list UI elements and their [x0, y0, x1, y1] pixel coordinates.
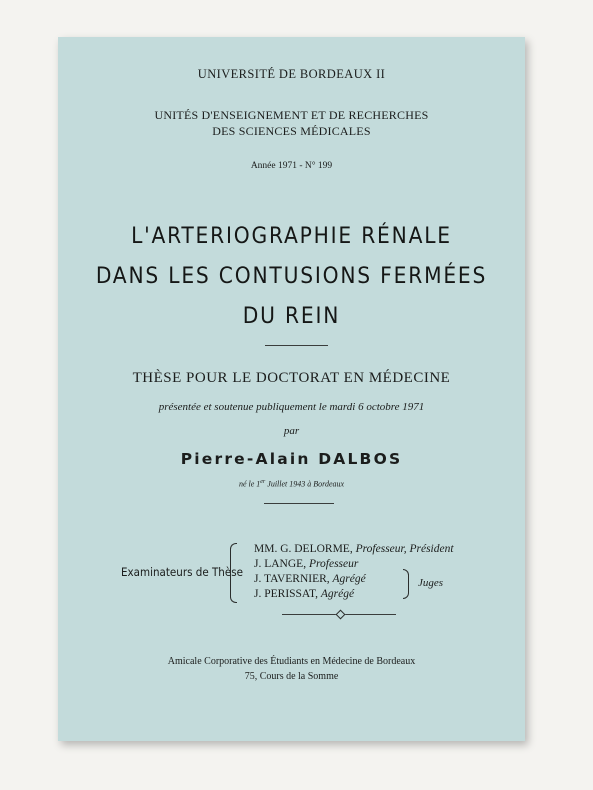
publisher-association: Amicale Corporative des Étudiants en Médecine de Bordeaux — [167, 656, 416, 667]
title-line-3: DU REIN — [242, 303, 341, 329]
title-line-2: DANS LES CONTUSIONS FERMÉES — [95, 263, 488, 289]
examiner-name: J. TAVERNIER, — [254, 573, 333, 585]
judges-label: Juges — [418, 577, 444, 589]
examiner-row — [254, 588, 354, 600]
divider-rule — [265, 345, 328, 346]
year-number: Année 1971 - N° 199 — [250, 161, 333, 171]
examiner-row — [254, 558, 358, 570]
examiner-role: Agrégé — [332, 573, 366, 585]
examiner-name: J. PERISSAT, — [254, 588, 321, 600]
birth-prefix: né le 1 — [238, 479, 261, 489]
author-name: Pierre-Alain DALBOS — [180, 450, 403, 468]
examiner-name: J. LANGE, — [254, 558, 309, 570]
birth-suffix: Juillet 1943 à Bordeaux — [265, 479, 345, 489]
university-name: UNIVERSITÉ DE BORDEAUX II — [197, 67, 386, 81]
uer-line-1: UNITÉS D'ENSEIGNEMENT ET DE RECHERCHES — [154, 108, 429, 122]
examiner-row — [254, 573, 366, 585]
examiners-label: Examinateurs de Thèse — [121, 565, 243, 579]
birth-superscript: er — [260, 479, 266, 485]
by-word: par — [283, 425, 300, 437]
publisher-address: 75, Cours de la Somme — [244, 671, 339, 682]
examiner-role: Agrégé — [320, 588, 355, 600]
uer-line-2: DES SCIENCES MÉDICALES — [212, 124, 371, 138]
thesis-type: THÈSE POUR LE DOCTORAT EN MÉDECINE — [132, 370, 451, 386]
divider-rule — [264, 503, 334, 504]
presentation-date: présentée et soutenue publiquement le mardi 6 octobre 1971 — [158, 401, 425, 413]
title-line-1: L'ARTERIOGRAPHIE RÉNALE — [131, 223, 452, 249]
examiner-row — [254, 543, 454, 555]
examiner-name: MM. G. DELORME, — [254, 543, 356, 555]
examiner-role: Professeur, Président — [355, 543, 454, 555]
ornament-diamond — [336, 610, 346, 620]
birth-line — [58, 479, 525, 489]
examiner-role: Professeur — [308, 558, 359, 570]
right-brace — [403, 569, 409, 599]
left-brace — [230, 543, 237, 603]
thesis-cover — [58, 37, 525, 741]
